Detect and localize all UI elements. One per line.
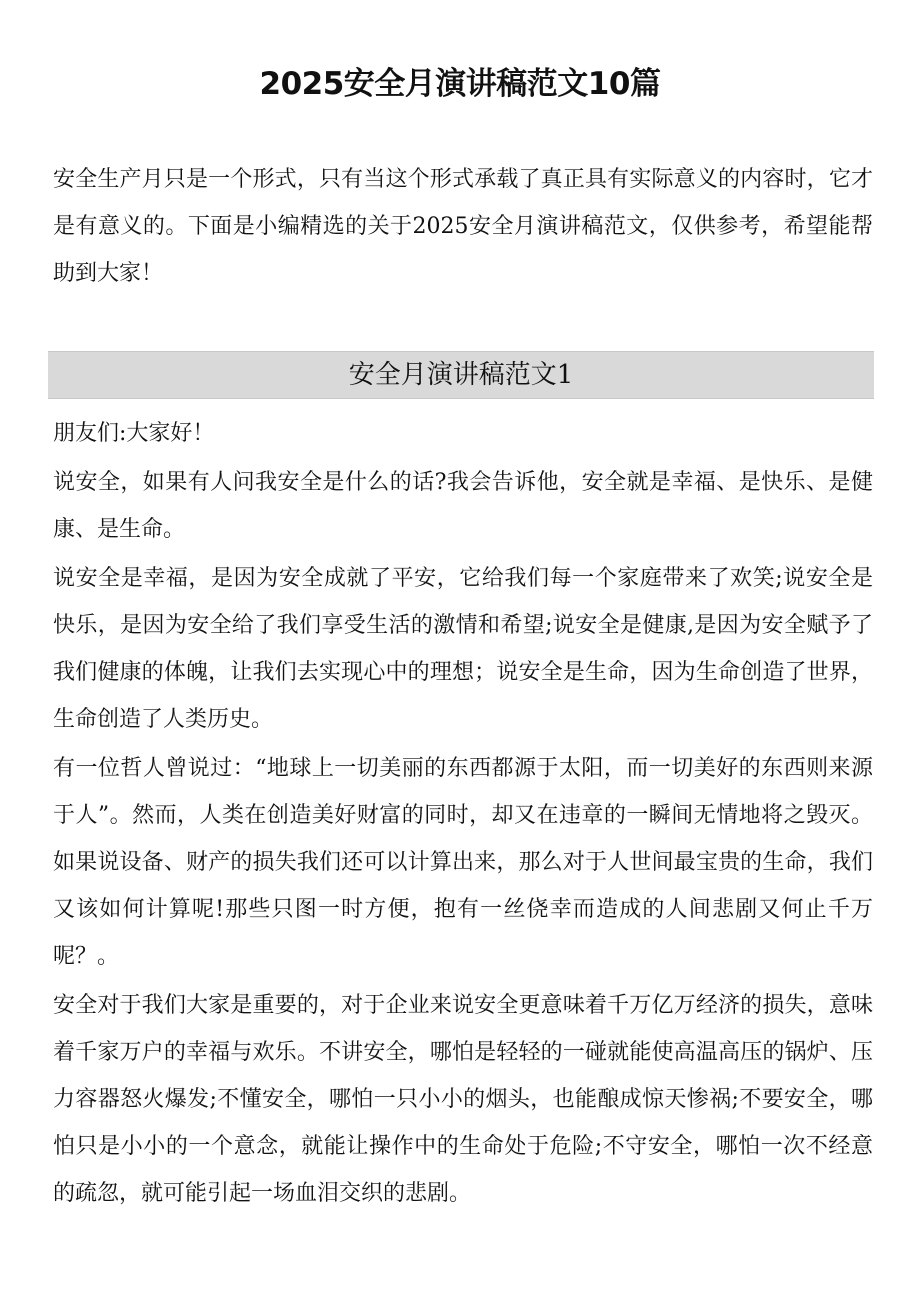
section-banner: [48, 351, 874, 399]
body-paragraph: 朋友们:大家好！: [53, 421, 215, 446]
document-title: 2025安全月演讲稿范文10篇: [259, 66, 661, 102]
intro-paragraph: 安全生产月只是一个形式，只有当这个形式承载了真正具有实际意义的内容时，它才是有意义的。下面是小编精选的关于2025安全月演讲稿范文，仅供参考，希望能帮助到大家！: [53, 167, 873, 286]
body-paragraph: 安全对于我们大家是重要的，对于企业来说安全更意味着千万亿万经济的损失，意味着千家万户的幸福与欢乐。不讲安全，哪怕是轻轻的一碰就能使高温高压的锅炉、压力容器怒火爆发;不懂安全，哪怕一只小小的烟头，也能酿成惊天惨祸;不要安全，哪怕只是小小的一个意念，就能让操作中的生命处于危险;不守安全，哪怕一次不经意的疏忽，就可能引起一场血泪交织的悲剧。: [53, 993, 873, 1206]
body-paragraph: 说安全是幸福，是因为安全成就了平安，它给我们每一个家庭带来了欢笑;说安全是快乐，是因为安全给了我们享受生活的激情和希望;说安全是健康,是因为安全赋予了我们健康的体魄，让我们去实现心中的理想；说安全是生命，因为生命创造了世界，生命创造了人类历史。: [53, 566, 873, 732]
section-body: [53, 410, 873, 1219]
body-paragraph: 说安全，如果有人问我安全是什么的话?我会告诉他，安全就是幸福、是快乐、是健康、是生命。: [53, 470, 873, 542]
body-paragraph: 有一位哲人曾说过：“地球上一切美丽的东西都源于太阳，而一切美好的东西则来源于人”。然而，人类在创造美好财富的同时，却又在违章的一瞬间无情地将之毁灭。如果说设备、财产的损失我们还可以计算出来，那么对于人世间最宝贵的生命，我们又该如何计算呢!那些只图一时方便，抱有一丝侥幸而造成的人间悲剧又何止千万呢？。: [53, 756, 873, 969]
section-heading: 安全月演讲稿范文1: [348, 360, 574, 390]
